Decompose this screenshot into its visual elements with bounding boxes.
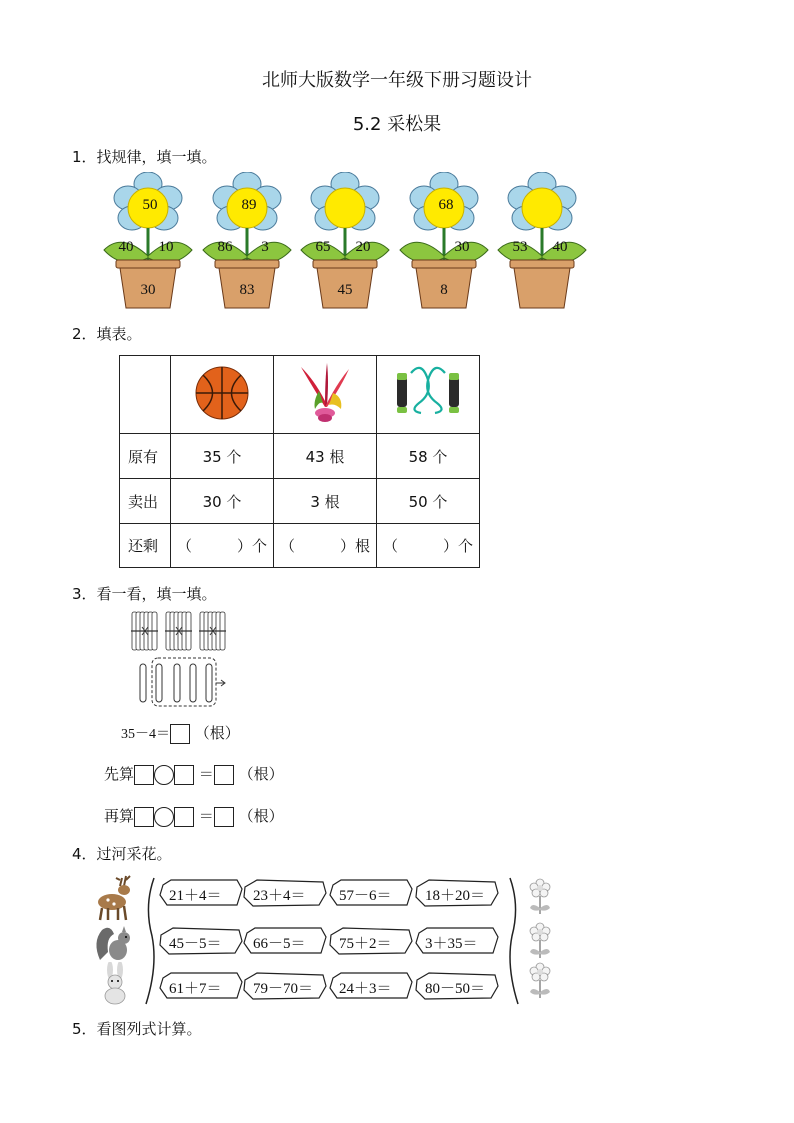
left-leaf-number: 86 xyxy=(217,239,233,255)
flower-pot xyxy=(299,172,391,312)
stone-equation: 75＋2＝ xyxy=(339,936,392,952)
table-corner-cell xyxy=(120,356,171,434)
stepping-stone[interactable] xyxy=(415,879,499,907)
stepping-stone[interactable] xyxy=(329,879,413,907)
answer-blank[interactable]: （ ）个 xyxy=(171,524,274,568)
stone-equation: 57－6＝ xyxy=(339,888,392,904)
operator-circle[interactable] xyxy=(154,765,174,785)
stepping-stone[interactable] xyxy=(159,927,243,955)
stepping-stone[interactable] xyxy=(415,972,499,1000)
table-row-remaining: 还剩 （ ）个 （ ）根 （ ）个 xyxy=(120,524,480,568)
rabbit-icon xyxy=(96,962,136,1006)
sticks-illustration xyxy=(128,608,230,710)
answer-blank[interactable]: （ ）根 xyxy=(274,524,377,568)
right-leaf-number: 3 xyxy=(261,239,269,255)
table-header-jump-rope xyxy=(377,356,480,434)
question-3-title: 3．看一看，填一填。 xyxy=(72,585,217,603)
right-leaf-number: 20 xyxy=(355,239,371,255)
stone-equation: 80－50＝ xyxy=(425,981,486,997)
stone-equation: 45－5＝ xyxy=(169,936,222,952)
stone-equation: 79－70＝ xyxy=(253,981,314,997)
pot-number: 45 xyxy=(337,282,353,298)
equation-line: 35－4＝ （根） xyxy=(121,724,240,742)
flower-pot xyxy=(102,172,194,312)
second-step-line: 再算 ＝ （根） xyxy=(104,807,284,825)
stepping-stone[interactable] xyxy=(243,927,327,955)
flower-center-number: 50 xyxy=(142,197,158,213)
right-river-bank xyxy=(506,876,522,1006)
left-leaf-number: 40 xyxy=(118,239,134,255)
right-leaf-number: 10 xyxy=(158,239,174,255)
question-5-title: 5．看图列式计算。 xyxy=(72,1020,202,1038)
deer-icon xyxy=(92,874,142,922)
flower-pot xyxy=(496,172,588,312)
stone-equation: 23＋4＝ xyxy=(253,888,306,904)
jump-rope-icon xyxy=(391,363,465,423)
lesson-subtitle: 5.2 采松果 xyxy=(352,114,442,135)
answer-box[interactable] xyxy=(134,765,154,785)
answer-box[interactable] xyxy=(170,724,190,744)
stone-equation: 18＋20＝ xyxy=(425,888,486,904)
answer-box[interactable] xyxy=(174,807,194,827)
flower-pot xyxy=(201,172,293,312)
answer-box[interactable] xyxy=(174,765,194,785)
table-row-sold: 卖出 30 个 3 根 50 个 xyxy=(120,479,480,524)
flower-center-number: 89 xyxy=(241,197,257,213)
flower-icon xyxy=(526,962,554,1004)
first-step-line: 先算 ＝ （根） xyxy=(104,765,284,783)
answer-box[interactable] xyxy=(214,765,234,785)
table-row-original: 原有 35 个 43 根 58 个 xyxy=(120,434,480,479)
pot-number: 30 xyxy=(140,282,156,298)
pot-number: 83 xyxy=(239,282,255,298)
table-header-basketball xyxy=(171,356,274,434)
page-title: 北师大版数学一年级下册习题设计 xyxy=(262,70,532,91)
left-river-bank xyxy=(142,876,158,1006)
question-4-title: 4．过河采花。 xyxy=(72,845,172,863)
answer-box[interactable] xyxy=(134,807,154,827)
flower-icon xyxy=(526,878,554,920)
stepping-stone[interactable] xyxy=(159,972,243,1000)
basketball-icon xyxy=(192,363,252,423)
stone-equation: 66－5＝ xyxy=(253,936,306,952)
flower-icon xyxy=(526,922,554,964)
stone-equation: 61＋7＝ xyxy=(169,981,222,997)
stepping-stone[interactable] xyxy=(329,927,413,955)
operator-circle[interactable] xyxy=(154,807,174,827)
flower-center-number: 68 xyxy=(438,197,454,213)
question-2-title: 2．填表。 xyxy=(72,325,142,343)
question-1-title: 1．找规律，填一填。 xyxy=(72,148,217,166)
stepping-stone[interactable] xyxy=(415,927,499,955)
stepping-stone[interactable] xyxy=(329,972,413,1000)
stone-equation: 21＋4＝ xyxy=(169,888,222,904)
flower-pot xyxy=(398,172,490,312)
pot-number: 8 xyxy=(440,282,448,298)
stone-equation: 3＋35＝ xyxy=(425,936,478,952)
right-leaf-number: 30 xyxy=(454,239,470,255)
right-leaf-number: 40 xyxy=(552,239,568,255)
answer-box[interactable] xyxy=(214,807,234,827)
left-leaf-number: 65 xyxy=(315,239,331,255)
stepping-stone[interactable] xyxy=(159,879,243,907)
table-header-shuttlecock xyxy=(274,356,377,434)
answer-blank[interactable]: （ ）个 xyxy=(377,524,480,568)
stepping-stone[interactable] xyxy=(243,972,327,1000)
stone-equation: 24＋3＝ xyxy=(339,981,392,997)
left-leaf-number: 53 xyxy=(512,239,528,255)
squirrel-icon xyxy=(92,922,138,964)
stepping-stone[interactable] xyxy=(243,879,327,907)
shuttlecock-icon xyxy=(297,361,353,425)
sales-table xyxy=(119,355,480,568)
